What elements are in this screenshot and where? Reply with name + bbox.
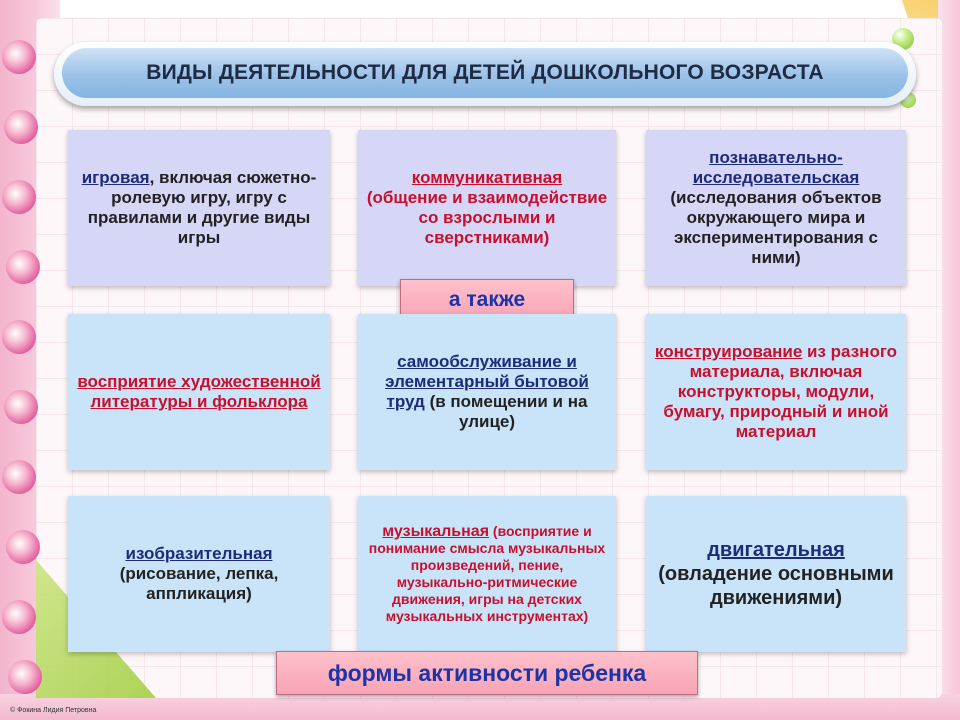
card-heading: самообслуживание и элементарный бытовой труд [385,352,589,411]
card-izobrazitelnaya [68,496,330,652]
card-text: (восприятие и понимание смысла музыкальных произведений, пение, музыкально-ритмические движения, игры на детских музыкальных инструментах) [368,523,606,624]
flower-icon [2,600,36,634]
card-heading: музыкальная [382,523,490,540]
card-heading: игровая [81,168,150,187]
flower-icon [4,110,38,144]
card-kommunikativnaya [358,130,616,286]
flower-icon [6,250,40,284]
card-text: (общение и взаимодействие со взрослыми и сверстниками) [366,188,608,247]
flower-icon [8,660,42,694]
card-konstruirovanie [646,314,906,470]
card-muzykalnaya [358,496,616,652]
card-text: (в помещении и на улице) [424,392,588,431]
flower-icon [2,40,36,74]
flower-icon [2,180,36,214]
card-heading: конструирование [654,342,803,361]
card-samoobsluzhivanie [358,314,616,470]
forms-tag: формы активности ребенка [276,651,698,695]
flower-icon [2,460,36,494]
card-heading: изобразительная [125,544,273,563]
page-title: ВИДЫ ДЕЯТЕЛЬНОСТИ ДЛЯ ДЕТЕЙ ДОШКОЛЬНОГО ВОЗРАСТА [62,48,908,98]
copyright-note: © Фокина Лидия Петровна [10,707,97,714]
flower-icon [6,530,40,564]
card-text: (овладение основными движениями) [658,563,894,609]
card-text: (исследования объектов окружающего мира и экспериментирования с ними) [670,188,882,267]
card-vospriyatie [68,314,330,470]
card-heading: восприятие художественной литературы и фольклора [77,372,321,411]
flower-icon [2,320,36,354]
card-heading: коммуникативная [411,168,563,187]
also-tag: а также [400,279,574,321]
card-heading: двигательная [707,539,845,561]
card-heading: познавательно-исследовательская [692,148,860,187]
card-text: , включая сюжетно-ролевую игру, игру с правилами и другие виды игры [87,168,317,247]
card-poznavatelnaya [646,130,906,286]
card-igrovaya [68,130,330,286]
flower-icon [4,390,38,424]
card-text: (рисование, лепка, аппликация) [119,564,279,603]
card-dvigatelnaya [646,496,906,652]
card-text: из разного материала, включая конструкторы, модули, бумагу, природный и иной материал [663,342,898,441]
